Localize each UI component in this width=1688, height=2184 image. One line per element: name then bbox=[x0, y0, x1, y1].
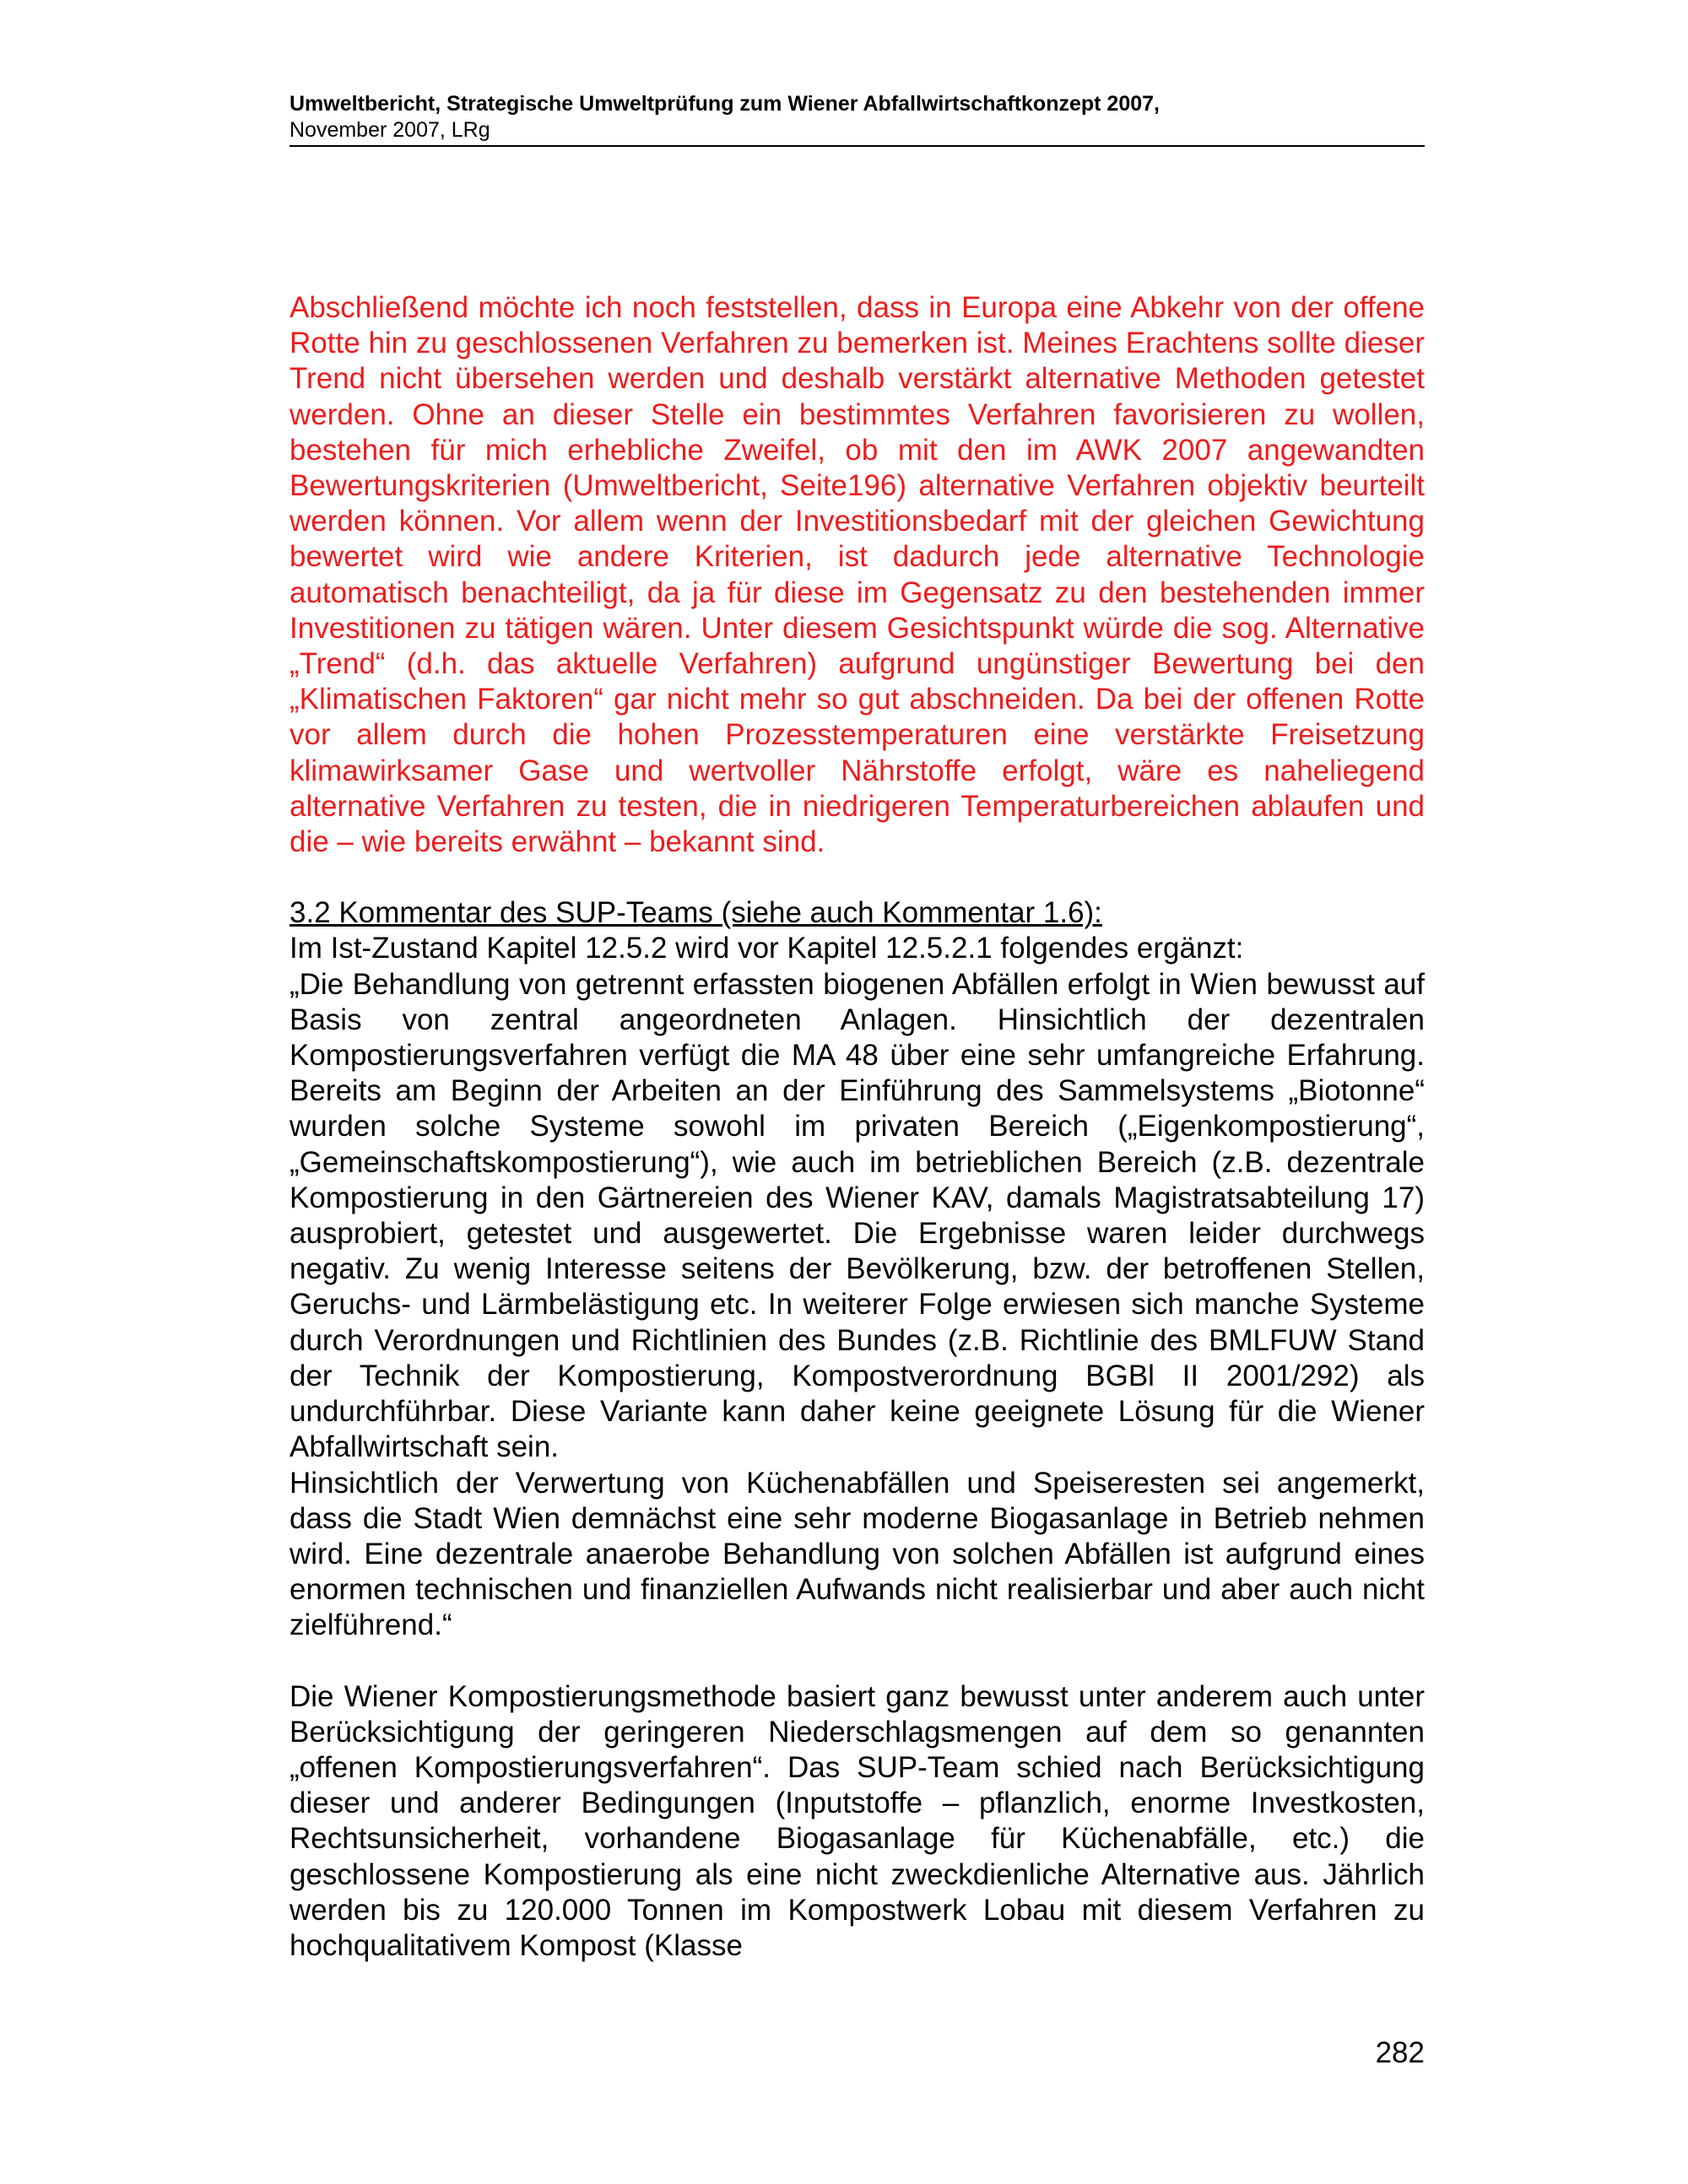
comment-closing: Die Wiener Kompostierungsmethode basiert ganz bewusst unter anderem auch unter Berücksichtigung der geringeren Niederschlagsmengen auf dem so genannten „offenen Kompostierungsverfahren“. Das SUP-Team schied nach Berücksichtigung dieser und anderer Bedingungen (Inputstoffe – pflanzlich, enorme Investkosten, Rechtsunsicherheit, vorhandene Biogasanlage für Küchenabfälle, etc.) die geschlossene Kompostierung als eine nicht zweckdienliche Alternative aus. Jährlich werden bis zu 120.000 Tonnen im Kompostwerk Lobau mit diesem Verfahren zu hochqualitativem Kompost (Klasse bbox=[289, 1679, 1425, 1962]
document-title: Umweltbericht, Strategische Umweltprüfung zum Wiener Abfallwirtschaftkonzept 2007, bbox=[289, 92, 1160, 116]
statement-paragraph: Abschließend möchte ich noch feststellen, dass in Europa eine Abkehr von der offene Rotte hin zu geschlossenen Verfahren zu bemerken ist. Meines Erachtens sollte dieser Trend nicht übersehen werden und deshalb verstärkt alternative Methoden getestet werden. Ohne an dieser Stelle ein bestimmtes Verfahren favorisieren zu wollen, bestehen für mich erhebliche Zweifel, ob mit den im AWK 2007 angewandten Bewertungskriterien (Umweltbericht, Seite196) alternative Verfahren objektiv beurteilt werden können. Vor allem wenn der Investitionsbedarf mit der gleichen Gewichtung bewertet wird wie andere Kriterien, ist dadurch jede alternative Technologie automatisch benachteiligt, da ja für diese im Gegensatz zu den bestehenden immer Investitionen zu tätigen wären. Unter diesem Gesichtspunkt würde die sog. Alternative „Trend“ (d.h. das aktuelle Verfahren) aufgrund ungünstiger Bewertung bei den „Klimatischen Faktoren“ gar nicht mehr so gut abschneiden. Da bei der offenen Rotte vor allem durch die hohen Prozesstemperaturen eine verstärkte Freisetzung klimawirksamer Gase und wertvoller Nährstoffe erfolgt, wäre es naheliegend alternative Verfahren zu testen, die in niedrigeren Temperaturbereichen ablaufen und die – wie bereits erwähnt – bekannt sind. bbox=[289, 291, 1425, 859]
comment-heading: 3.2 Kommentar des SUP-Teams (siehe auch Kommentar 1.6): bbox=[289, 896, 1102, 930]
comment-intro: Im Ist-Zustand Kapitel 12.5.2 wird vor Kapitel 12.5.2.1 folgendes ergänzt: bbox=[289, 932, 1244, 965]
page-number: 282 bbox=[1375, 2036, 1425, 2069]
paragraph-spacer bbox=[289, 1644, 1425, 1679]
paragraph-spacer bbox=[289, 860, 1425, 895]
comment-quote: „Die Behandlung von getrennt erfassten biogenen Abfällen erfolgt in Wien bewusst auf Basis von zentral angeordneten Anlagen. Hinsichtlich der dezentralen Kompostierungsverfahren verfügt die MA 48 über eine sehr umfangreiche Erfahrung. Bereits am Beginn der Arbeiten an der Einführung des Sammelsystems „Biotonne“ wurden solche Systeme sowohl im privaten Bereich („Eigenkompostierung“, „Gemeinschaftskompostierung“), wie auch im betrieblichen Bereich (z.B. dezentrale Kompostierung in den Gärtnereien des Wiener KAV, damals Magistratsabteilung 17) ausprobiert, getestet und ausgewertet. Die Ergebnisse waren leider durchwegs negativ. Zu wenig Interesse seitens der Bevölkerung, bzw. der betroffenen Stellen, Geruchs- und Lärmbelästigung etc. In weiterer Folge erwiesen sich manche Systeme durch Verordnungen und Richtlinien des Bundes (z.B. Richtlinie des BMLFUW Stand der Technik der Kompostierung, Kompostverordnung BGBl II 2001/292) als undurchführbar. Diese Variante kann daher keine geeignete Lösung für die Wiener Abfallwirtschaft sein. bbox=[289, 967, 1425, 1464]
document-date: November 2007, LRg bbox=[289, 118, 490, 142]
comment-quote-continued: Hinsichtlich der Verwertung von Küchenabfällen und Speiseresten sei angemerkt, dass die Stadt Wien demnächst eine sehr moderne Biogasanlage in Betrieb nehmen wird. Eine dezentrale anaerobe Behandlung von solchen Abfällen ist aufgrund eines enormen technischen und finanziellen Aufwands nicht realisierbar und aber auch nicht zielführend.“ bbox=[289, 1466, 1425, 1642]
page-body bbox=[289, 290, 1425, 1964]
running-header bbox=[289, 91, 1425, 147]
